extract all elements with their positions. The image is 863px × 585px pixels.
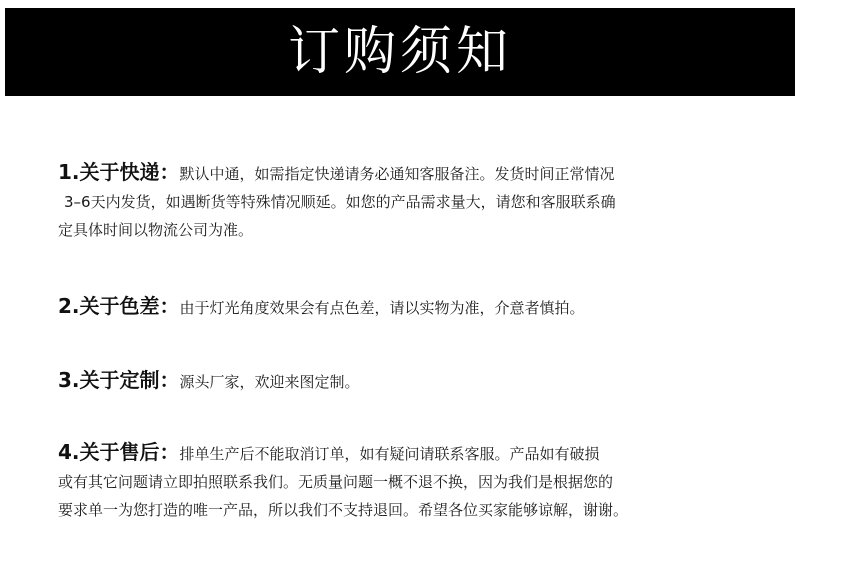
title-banner <box>5 8 795 96</box>
notice-text: 由于灯光角度效果会有点色差，请以实物为准，介意者慎拍。 <box>179 299 585 317</box>
notice-heading: 2.关于色差： <box>58 294 180 318</box>
notice-color-difference <box>58 292 758 322</box>
notice-text: 要求单一为您打造的唯一产品，所以我们不支持退回。希望各位买家能够谅解，谢谢。 <box>58 501 629 519</box>
notice-text: 源头厂家，欢迎来图定制。 <box>179 373 360 391</box>
notice-text: 3–6天内发货，如遇断货等特殊情况顺延。如您的产品需求量大，请您和客服联系确 <box>64 193 616 211</box>
notice-customization <box>58 366 758 396</box>
notice-text: 排单生产后不能取消订单，如有疑问请联系客服。产品如有破损 <box>179 445 600 463</box>
notice-heading: 4.关于售后： <box>58 440 180 464</box>
notice-express <box>58 158 758 244</box>
notice-heading: 1.关于快递： <box>58 160 180 184</box>
notice-text: 默认中通，如需指定快递请务必通知客服备注。发货时间正常情况 <box>179 165 615 183</box>
notice-text: 定具体时间以物流公司为准。 <box>58 221 254 239</box>
notice-text: 或有其它问题请立即拍照联系我们。无质量问题一概不退不换，因为我们是根据您的 <box>58 473 614 491</box>
notice-heading: 3.关于定制： <box>58 368 180 392</box>
page-title: 订购须知 <box>287 22 512 82</box>
notice-after-sales <box>58 438 758 524</box>
